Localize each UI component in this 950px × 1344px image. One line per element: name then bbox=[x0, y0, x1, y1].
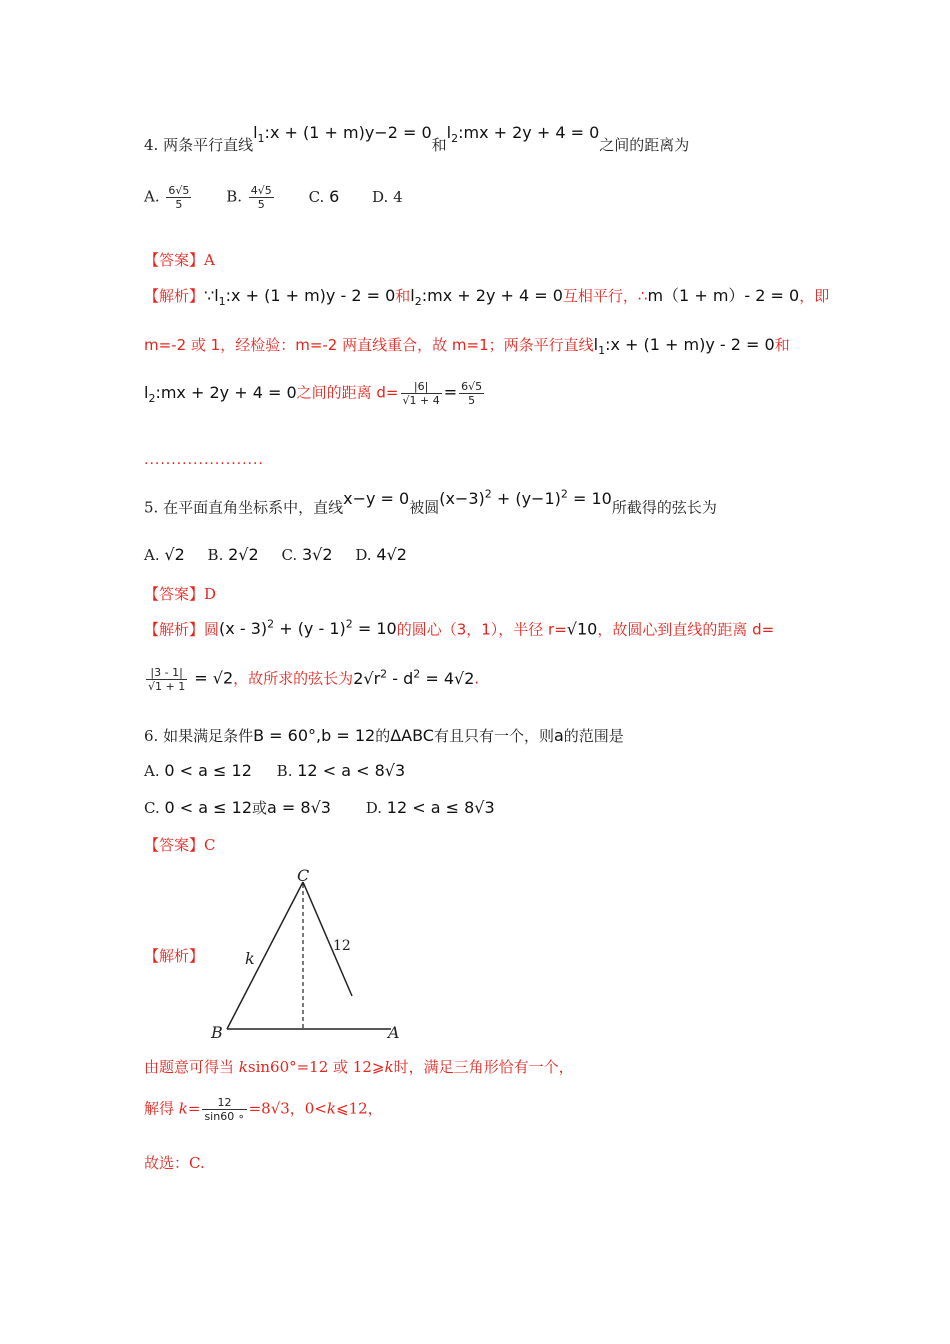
side-bc bbox=[227, 882, 303, 1029]
q6-options-ab bbox=[144, 761, 433, 780]
q4-analysis-line3: $l_2:mx + 2y + 4 = 0$之间的距离 d= $\frac{|6|}{√1 + 4}$ = $\frac{6√5}{5}$ bbox=[144, 380, 483, 407]
q4-stem: 4. 两条平行直线$l_1:x + (1 + m)y-2 = 0$和$l_2:mx + 2y + 4 = 0$之间的距离为 bbox=[144, 123, 690, 154]
q6-final: 故选：C. bbox=[144, 1154, 205, 1172]
q4-answer: 【答案】A bbox=[144, 251, 215, 269]
q6-explain-line2: 解得 k= $\frac{12}{\sin 60 \circ}$ =8√3，0<k⩽12， bbox=[144, 1096, 383, 1123]
q6-option-a: A. 0 < a ≤ 12 bbox=[144, 761, 252, 780]
q4-analysis-line2: m=-2 或 1，经检验：m=-2 两直线重合，故 m=1；两条平行直线$l_1:x + (1 + m)y - 2 = 0$和 bbox=[144, 335, 790, 358]
q4-analysis-line1: 【解析】$\because l_1:x + (1 + m)y - 2 = 0$和$l_2:mx + 2y + 4 = 0$互相平行，∴m（1 + m）- 2 = 0，即 bbox=[144, 286, 830, 309]
q5-option-a: A. √2 bbox=[144, 545, 185, 564]
q5-option-d: D. 4√2 bbox=[355, 545, 407, 564]
label-k: k bbox=[245, 949, 255, 968]
q5-answer: 【答案】D bbox=[144, 585, 217, 603]
q6-explain-line1: 由题意可得当 ksin60°=12 或 12⩾k时，满足三角形恰有一个， bbox=[144, 1058, 574, 1076]
label-12: 12 bbox=[333, 938, 351, 954]
q6-analysis-tag: 【解析】 bbox=[144, 947, 205, 965]
q6-options-cd bbox=[144, 797, 523, 818]
q4-option-a: A. $\frac{6√5}{5}$ bbox=[144, 184, 190, 211]
q6-option-b: B. 12 < a < 8√3 bbox=[276, 761, 406, 780]
q4-separator-dots: ...................... bbox=[144, 452, 264, 468]
q4-options bbox=[144, 184, 431, 211]
q6-answer: 【答案】C bbox=[144, 836, 216, 854]
q4-option-b: B. $\frac{4√5}{5}$ bbox=[226, 184, 272, 211]
q5-options bbox=[144, 545, 435, 564]
q5-analysis-line1: 【解析】圆(x - 3)$^2$ + (y - 1)$^2$ = 10的圆心（3，1），半径 r=√10，故圆心到直线的距离 d= bbox=[144, 618, 775, 639]
label-c: C bbox=[297, 866, 310, 885]
q6-option-c: C. 0 < a ≤ 12或a = 8√3 bbox=[144, 798, 331, 817]
q6-option-d: D. 12 < a ≤ 8√3 bbox=[365, 798, 495, 817]
q5-option-b: B. 2√2 bbox=[207, 545, 259, 564]
triangle-figure bbox=[205, 862, 410, 1042]
q6-stem: 6. 如果满足条件B = 60°,b = 12的ΔABC有且只有一个，则a的范围是 bbox=[144, 726, 624, 745]
label-b: B bbox=[211, 1023, 223, 1042]
q4-option-c: C. 6 bbox=[308, 186, 340, 206]
q5-analysis-line2: $\frac{|3 - 1|}{√1 + 1}$ = √2，故所求的弦长为$2√r^2 - d^2 = 4√2$. bbox=[148, 666, 480, 693]
q5-option-c: C. 3√2 bbox=[281, 545, 333, 564]
q4-option-d: D. 4 bbox=[372, 187, 403, 206]
q5-stem: 5. 在平面直角坐标系中，直线x−y = 0被圆$(x-3)^2 + (y-1)^2 = 10$所截得的弦长为 bbox=[144, 488, 717, 517]
label-a: A bbox=[388, 1023, 400, 1042]
